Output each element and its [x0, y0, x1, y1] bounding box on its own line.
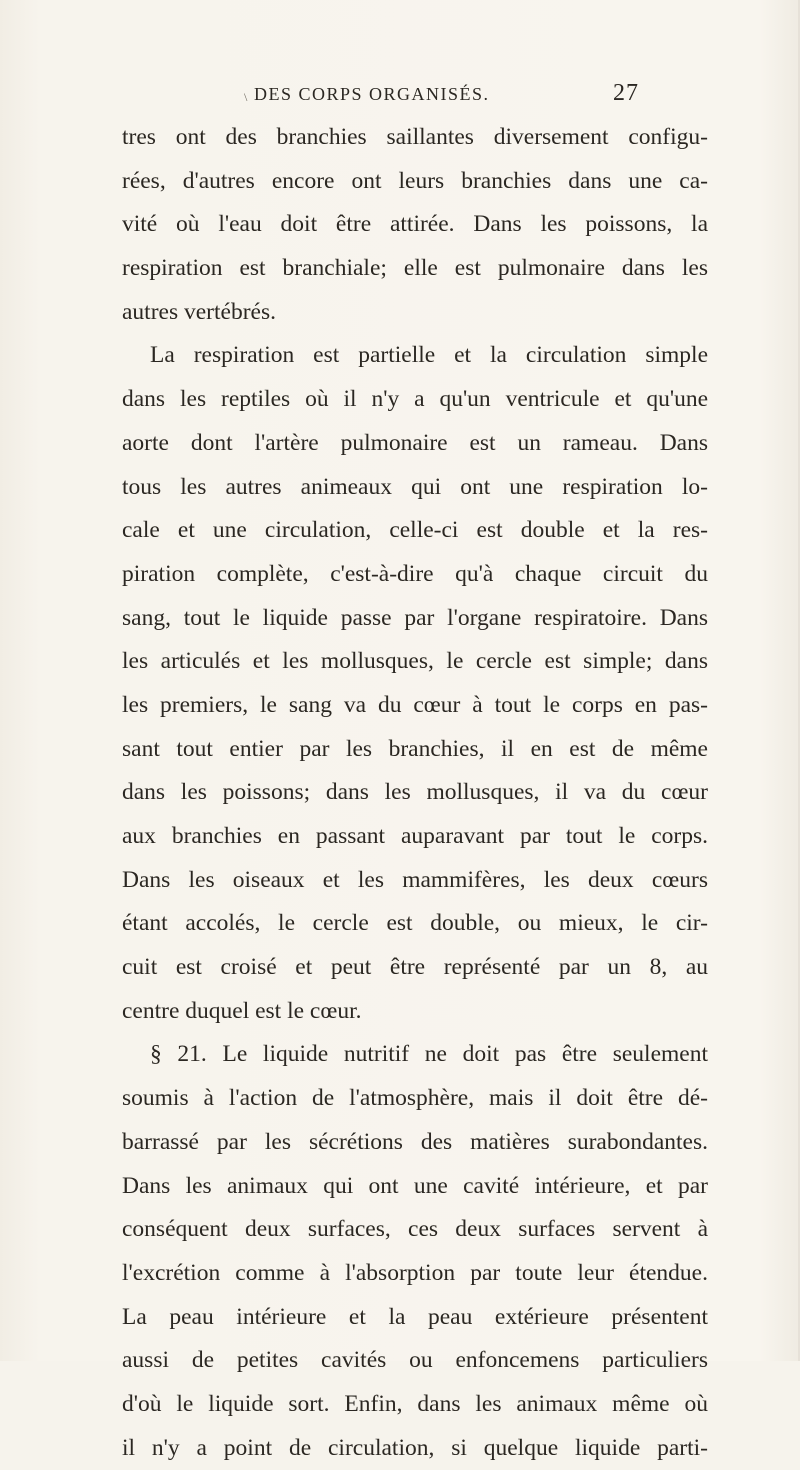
text-line: les premiers, le sang va du cœur à tout le corps en pas- [122, 691, 708, 718]
text-line: aorte dont l'artère pulmonaire est un rameau. Dans [122, 429, 708, 456]
header-mark: \ [244, 90, 249, 104]
text-line: soumis à l'action de l'atmosphère, mais il doit être dé- [122, 1085, 708, 1112]
text-line: il n'y a point de circulation, si quelque liquide parti- [122, 1434, 708, 1461]
running-header [244, 84, 574, 114]
text-line: autres vertébrés. [122, 298, 276, 325]
header-title: DES CORPS ORGANISÉS. [254, 84, 490, 104]
text-line: aux branchies en passant auparavant par tout le corps. [122, 823, 708, 849]
section-start-line: § 21. Le liquide nutritif ne doit pas être seulement [150, 1041, 708, 1068]
text-line: l'excrétion comme à l'absorption par toute leur étendue. [122, 1259, 708, 1286]
text-line: rées, d'autres encore ont leurs branchies dans une ca- [122, 167, 708, 194]
body-text [122, 116, 708, 1470]
text-line: aussi de petites cavités ou enfoncemens particuliers [122, 1347, 708, 1374]
text-line: tous les autres animeaux qui ont une respiration lo- [122, 473, 708, 500]
text-line: cuit est croisé et peut être représenté par un 8, au [122, 954, 708, 981]
text-line: Dans les animaux qui ont une cavité intérieure, et par [122, 1172, 708, 1199]
text-line: cale et une circulation, celle-ci est double et la res- [122, 517, 708, 544]
text-line: La peau intérieure et la peau extérieure présentent [122, 1303, 708, 1330]
text-line: étant accolés, le cercle est double, ou mieux, le cir- [122, 910, 708, 937]
text-line: dans les poissons; dans les mollusques, il va du cœur [122, 779, 708, 806]
text-line: centre duquel est le cœur. [122, 997, 362, 1024]
text-line: sang, tout le liquide passe par l'organe respiratoire. Dans [122, 604, 708, 631]
text-line: dans les reptiles où il n'y a qu'un ventricule et qu'une [122, 386, 708, 413]
text-line: les articulés et les mollusques, le cercle est simple; dans [122, 648, 708, 675]
text-line: sant tout entier par les branchies, il en est de même [122, 735, 708, 762]
text-line: barrassé par les sécrétions des matières surabondantes. [122, 1128, 708, 1155]
text-line: d'où le liquide sort. Enfin, dans les animaux même où [122, 1390, 708, 1417]
text-line: La respiration est partielle et la circulation simple [150, 342, 708, 369]
text-line: Dans les oiseaux et les mammifères, les deux cœurs [122, 866, 708, 893]
text-line: tres ont des branchies saillantes diversement configu- [122, 124, 708, 150]
page-number: 27 [613, 80, 639, 106]
text-line: piration complète, c'est-à-dire qu'à chaque circuit du [122, 560, 708, 587]
text-line: conséquent deux surfaces, ces deux surfaces servent à [122, 1216, 708, 1243]
text-line: vité où l'eau doit être attirée. Dans les poissons, la [122, 211, 708, 238]
text-line: respiration est branchiale; elle est pulmonaire dans les [122, 255, 708, 282]
